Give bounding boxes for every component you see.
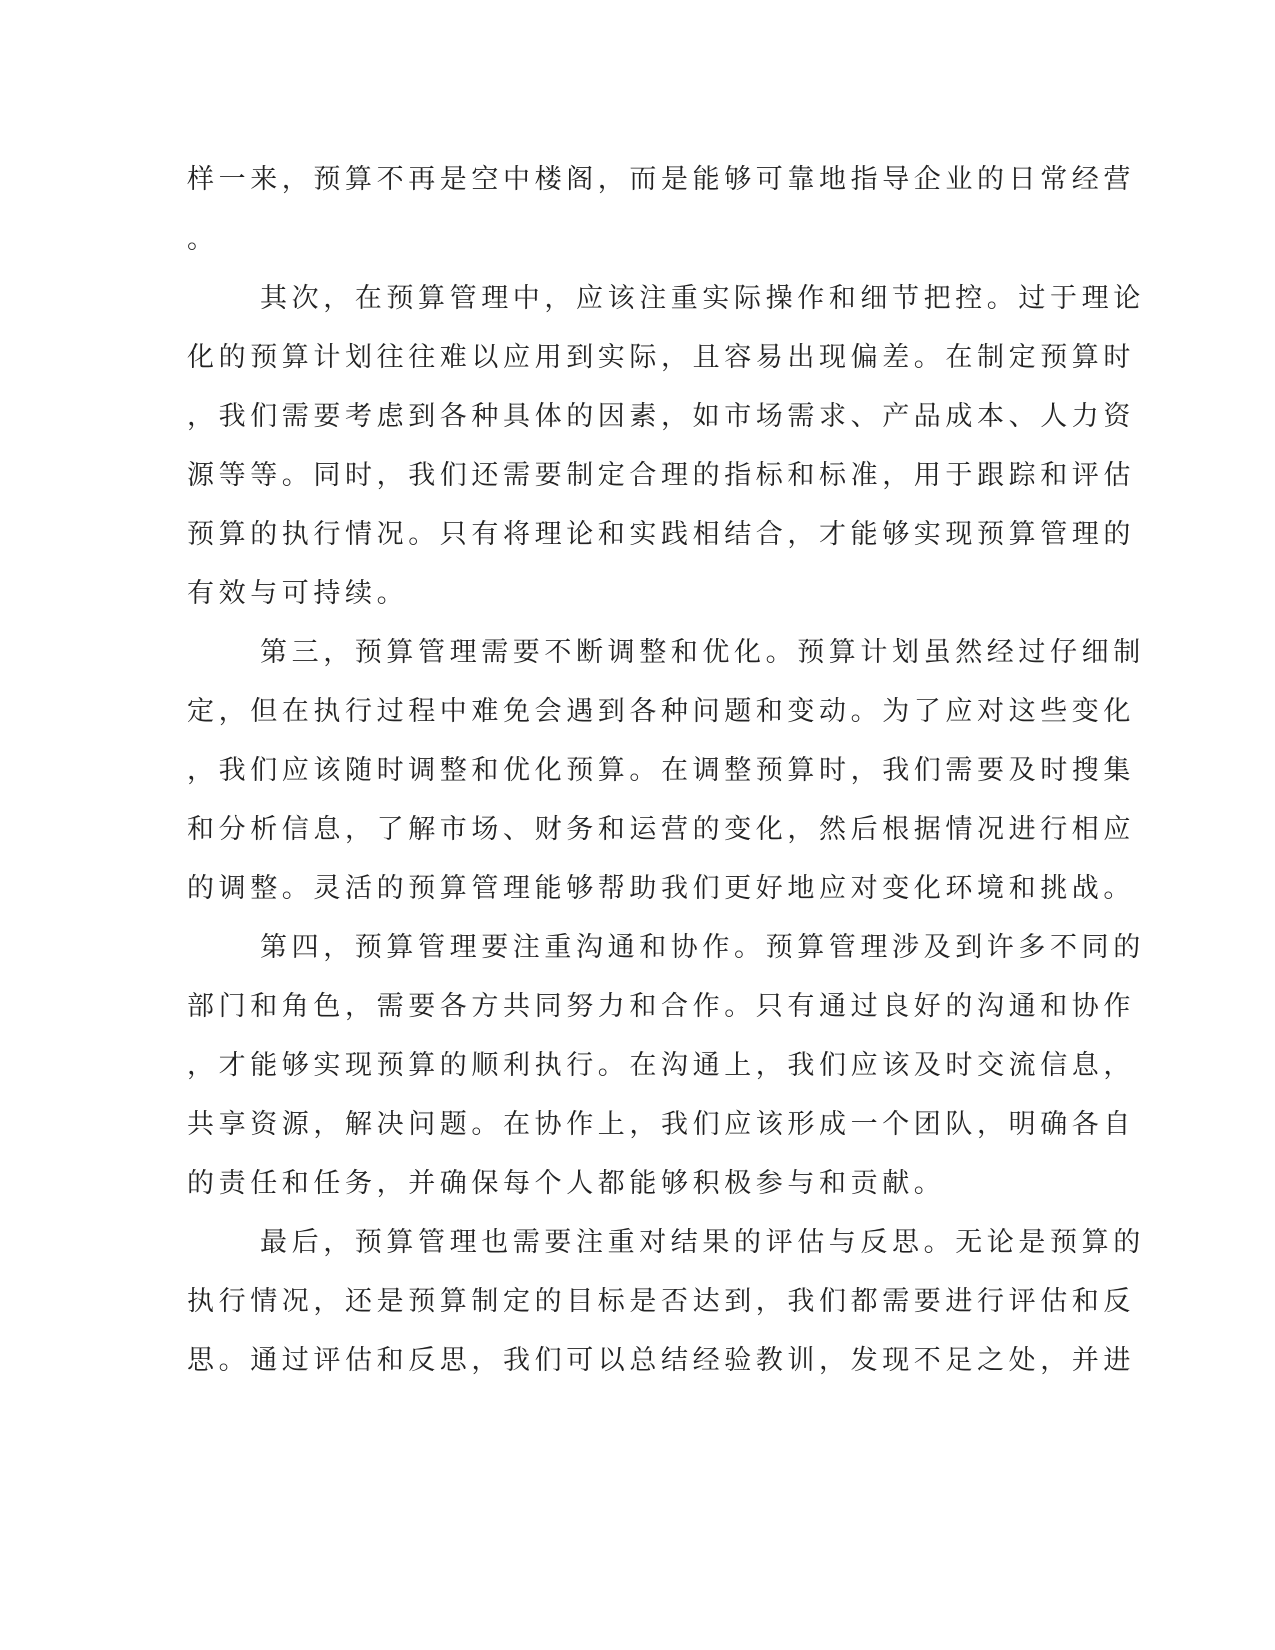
paragraph-start-line: 第四，预算管理要注重沟通和协作。预算管理涉及到许多不同的 <box>260 932 1145 963</box>
text-line: 有效与可持续。 <box>187 578 409 609</box>
text-line: 预算的执行情况。只有将理论和实践相结合，才能够实现预算管理的 <box>187 519 1135 550</box>
paragraph-start-line: 最后，预算管理也需要注重对结果的评估与反思。无论是预算的 <box>260 1227 1145 1258</box>
text-line: 化的预算计划往往难以应用到实际，且容易出现偏差。在制定预算时 <box>187 342 1135 373</box>
paragraph-start-line: 第三，预算管理需要不断调整和优化。预算计划虽然经过仔细制 <box>260 637 1145 668</box>
text-line: 执行情况，还是预算制定的目标是否达到，我们都需要进行评估和反 <box>187 1286 1135 1317</box>
text-line: ，我们需要考虑到各种具体的因素，如市场需求、产品成本、人力资 <box>187 401 1135 432</box>
text-line: 定，但在执行过程中难免会遇到各种问题和变动。为了应对这些变化 <box>187 696 1135 727</box>
text-line: 和分析信息，了解市场、财务和运营的变化，然后根据情况进行相应 <box>187 814 1135 845</box>
text-line: 源等等。同时，我们还需要制定合理的指标和标准，用于跟踪和评估 <box>187 460 1135 491</box>
text-line: 思。通过评估和反思，我们可以总结经验教训，发现不足之处，并进 <box>187 1345 1135 1376</box>
text-line: 的调整。灵活的预算管理能够帮助我们更好地应对变化环境和挑战。 <box>187 873 1135 904</box>
text-line: ，才能够实现预算的顺利执行。在沟通上，我们应该及时交流信息， <box>187 1050 1135 1081</box>
text-line: 部门和角色，需要各方共同努力和合作。只有通过良好的沟通和协作 <box>187 991 1135 1022</box>
text-line: ，我们应该随时调整和优化预算。在调整预算时，我们需要及时搜集 <box>187 755 1135 786</box>
paragraph-start-line: 其次，在预算管理中，应该注重实际操作和细节把控。过于理论 <box>260 283 1145 314</box>
text-line: 的责任和任务，并确保每个人都能够积极参与和贡献。 <box>187 1168 946 1199</box>
text-line: 共享资源，解决问题。在协作上，我们应该形成一个团队，明确各自 <box>187 1109 1135 1140</box>
text-line: 样一来，预算不再是空中楼阁，而是能够可靠地指导企业的日常经营 <box>187 164 1135 195</box>
text-line: 。 <box>187 224 219 255</box>
